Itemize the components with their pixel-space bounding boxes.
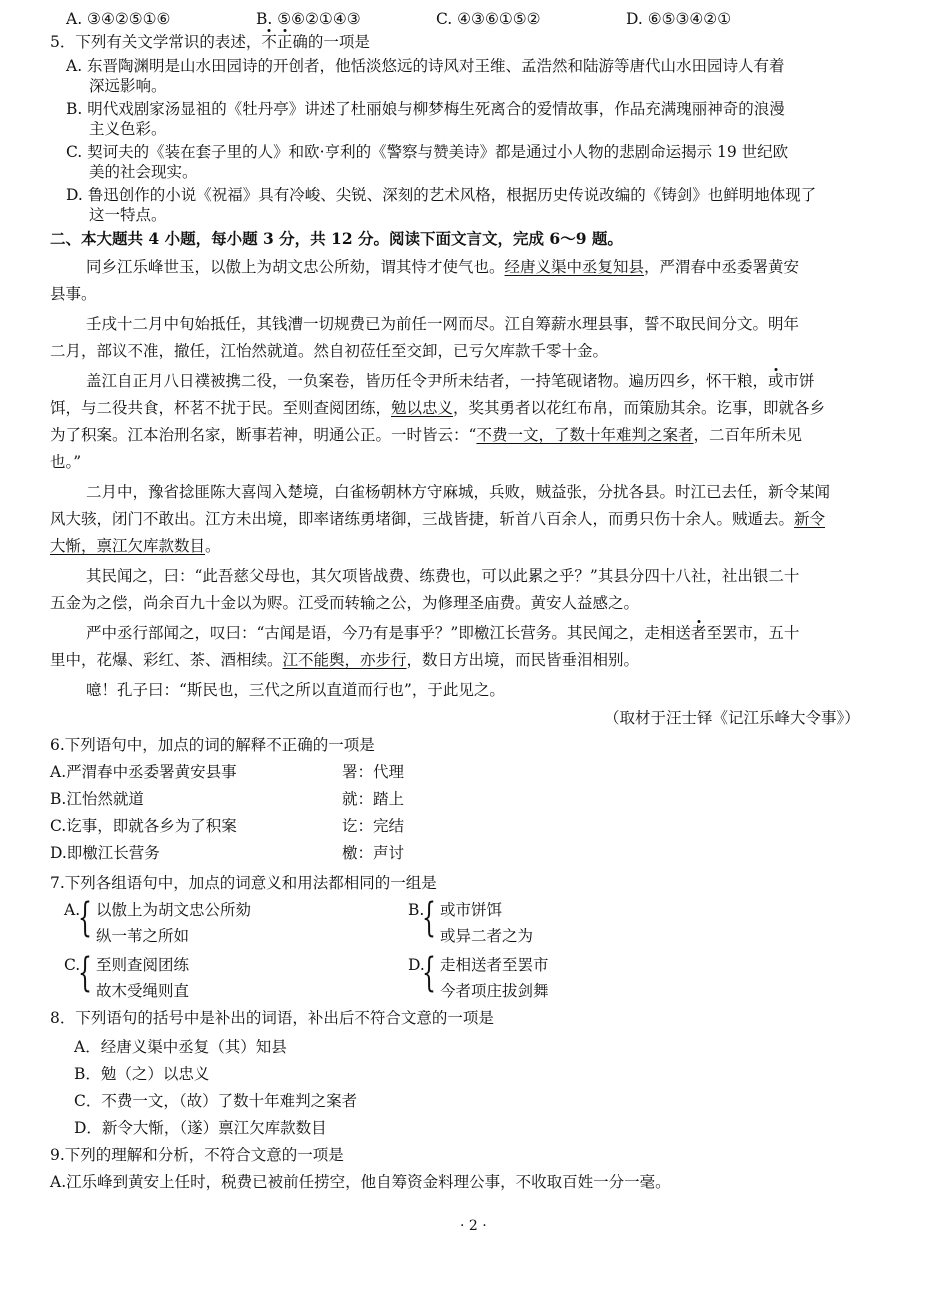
passage-p5: 其民闻之，曰：“此吾慈父母也，其欠项皆战费、练费也，可以此累之乎？”其县分四十八社，社出银二十 (86, 567, 800, 585)
q6-option-d: D.即檄江长营务 (50, 844, 160, 862)
passage-p6-cont: 里中，花爆、彩红、茶、酒相续。江不能舆，亦步行，数日方出境，而民皆垂泪相别。 (50, 651, 640, 669)
q4-option-a: A. ③④②⑤①⑥ (66, 10, 171, 28)
q7-option-b-line1: 或市饼饵 (440, 901, 503, 919)
q7-stem: 7.下列各组语句中，加点的词意义和用法都相同的一组是 (50, 874, 437, 892)
q8-option-c: C．不费一文，（故）了数十年难判之案者 (74, 1092, 358, 1110)
q7-option-a-line2: 纵一苇之所如 (96, 927, 190, 945)
passage-p1-cont: 县事。 (50, 285, 97, 303)
q8-option-b: B．勉（之）以忠义 (74, 1065, 210, 1083)
q5-option-a: A. 东晋陶渊明是山水田园诗的开创者，他恬淡悠远的诗风对王维、孟浩然和陆游等唐代山水田园诗人有着 (66, 57, 785, 75)
q8-stem: 8．下列语句的括号中是补出的词语，补出后不符合文意的一项是 (50, 1009, 494, 1027)
passage-p2: 壬戌十二月中旬始抵任，其钱漕一切规费已为前任一网而尽。江自筹薪水理县事，誓不取民间分文。明年 (86, 315, 800, 333)
q5-option-d: D. 鲁迅创作的小说《祝福》具有冷峻、尖锐、深刻的艺术风格，根据历史传说改编的《铸剑》也鲜明地体现了 (66, 186, 817, 204)
q5-option-b: B. 明代戏剧家汤显祖的《牡丹亭》讲述了杜丽娘与柳梦梅生死离合的爱情故事，作品充满瑰丽神奇的浪漫 (66, 100, 785, 118)
q7-option-a-line1: 以傲上为胡文忠公所劾 (96, 901, 252, 919)
passage-p6: 严中丞行部闻之，叹曰：“古闻是语，今乃有是事乎？”即檄江长营务。其民闻之，走相送者至罢市，五十 (86, 624, 800, 642)
brace-icon: { (78, 950, 92, 996)
q8-option-d: D．新令大惭，（遂）禀江欠库款数目 (74, 1119, 327, 1137)
passage-p1: 同乡江乐峰世玉，以傲上为胡文忠公所劾，谓其恃才使气也。经唐义渠中丞复知县，严渭春中丞委署黄安 (86, 258, 800, 276)
passage-p4-line2: 风大骇，闭门不敢出。江方未出境，即率诸练勇堵御，三战皆捷，斩首八百余人，而勇只伤十余人。贼遁去。新令 (50, 510, 826, 528)
q5-option-c: C. 契诃夫的《装在套子里的人》和欧·亨利的《警察与赞美诗》都是通过小人物的悲剧命运揭示 19 世纪欧 (66, 143, 789, 161)
passage-p3-line4: 也。” (50, 453, 82, 471)
q5-option-d-cont: 这一特点。 (89, 206, 167, 224)
q7-option-d-label: D. (408, 956, 425, 974)
passage-p3: 盖江自正月八日襆被携二役，一负案卷，皆历任令尹所未结者，一持笔砚诸物。遍历四乡，怀干粮，或市饼 (86, 372, 815, 390)
passage-p2-cont: 二月，部议不准，撤任，江怡然就道。然自初莅任至交卸，已亏欠库款千零十金。 (50, 342, 609, 360)
brace-icon: { (422, 950, 436, 996)
passage-p5-cont: 五金为之偿，尚余百九十金以为赆。江受而转输之公，为修理圣庙费。黄安人益感之。 (50, 594, 640, 612)
q5-option-a-cont: 深远影响。 (89, 77, 167, 95)
q6-option-a: A.严渭春中丞委署黄安县事 (50, 763, 237, 781)
q6-option-a-meaning: 署：代理 (342, 763, 405, 781)
q7-option-b-label: B. (408, 901, 425, 919)
q4-option-d: D. ⑥⑤③④②① (626, 10, 732, 28)
passage-p4: 二月中，豫省捻匪陈大喜闯入楚境，白雀杨朝林方守麻城，兵败，贼益张，分扰各县。时江已去任，新令某闻 (86, 483, 831, 501)
passage-p4-line3: 大惭，禀江欠库款数目。 (50, 537, 221, 555)
page-number: · 2 · (460, 1218, 487, 1234)
q6-option-d-meaning: 檄：声讨 (342, 844, 405, 862)
q6-option-c-meaning: 讫：完结 (342, 817, 405, 835)
section-2-title: 二、本大题共 4 小题，每小题 3 分，共 12 分。阅读下面文言文，完成 6～9 题。 (50, 229, 623, 248)
q9-option-a: A.江乐峰到黄安上任时，税费已被前任捞空，他自筹资金料理公事，不收取百姓一分一毫。 (50, 1173, 671, 1191)
q4-option-b: B. ⑤⑥②①④③ (256, 10, 361, 28)
passage-p3-line2: 饵，与二役共食，杯茗不扰于民。至则查阅团练，勉以忠义，奖其勇者以花红布帛，而策励其余。讫事，即就各乡 (50, 399, 826, 417)
q7-option-a-label: A. (64, 901, 81, 919)
q6-stem: 6.下列语句中，加点的词的解释不正确的一项是 (50, 736, 375, 754)
brace-icon: { (422, 895, 436, 941)
q7-option-c-line2: 故木受绳则直 (96, 982, 190, 1000)
q5-stem: 5．下列有关文学常识的表述，不正确的一项是 (50, 33, 370, 51)
q7-option-c-line1: 至则查阅团练 (96, 956, 190, 974)
q7-option-d-line2: 今者项庄拔剑舞 (440, 982, 549, 1000)
brace-icon: { (78, 895, 92, 941)
q5-option-c-cont: 美的社会现实。 (89, 163, 198, 181)
passage-source: （取材于汪士铎《记江乐峰大令事》） (604, 709, 860, 727)
passage-p3-line3: 为了积案。江本治刑名家，断事若神，明通公正。一时皆云：“不费一文，了数十年难判之案者，二百年所未见 (50, 426, 802, 444)
q7-option-d-line1: 走相送者至罢市 (440, 956, 549, 974)
passage-p7: 噫！孔子曰：“斯民也，三代之所以直道而行也”，于此见之。 (86, 681, 505, 699)
q5-option-b-cont: 主义色彩。 (89, 120, 167, 138)
q4-option-c: C. ④③⑥①⑤② (436, 10, 541, 28)
q6-option-b-meaning: 就：踏上 (342, 790, 405, 808)
q7-option-c-label: C. (64, 956, 81, 974)
q6-option-c: C.讫事，即就各乡为了积案 (50, 817, 237, 835)
q9-stem: 9.下列的理解和分析，不符合文意的一项是 (50, 1146, 344, 1164)
q7-option-b-line2: 或异二者之为 (440, 927, 534, 945)
q8-option-a: A．经唐义渠中丞复（其）知县 (74, 1038, 287, 1056)
q6-option-b: B.江怡然就道 (50, 790, 144, 808)
